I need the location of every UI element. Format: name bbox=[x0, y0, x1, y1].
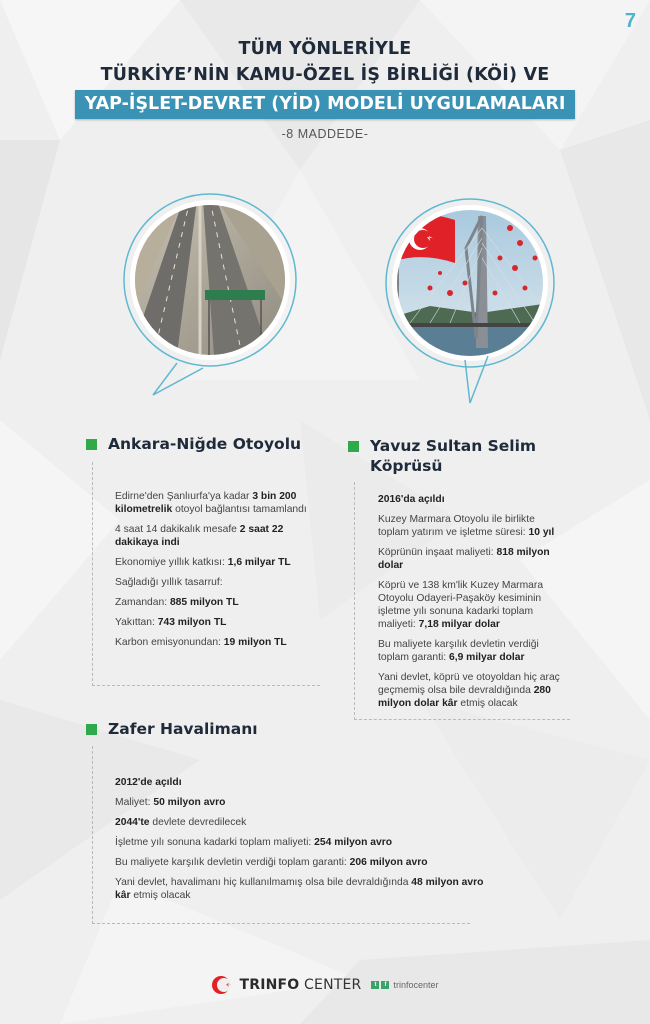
item-text: İşletme yılı sonuna kadarki toplam maliyeti: bbox=[115, 837, 315, 848]
list-item bbox=[115, 490, 315, 516]
highlight-value: 48 milyon avro kâr bbox=[115, 877, 484, 901]
twitter-icon[interactable]: t bbox=[371, 981, 379, 989]
list-item bbox=[115, 576, 315, 589]
highlight-value: 2016'da açıldı bbox=[378, 494, 445, 505]
list-item bbox=[378, 493, 568, 506]
section-bullet bbox=[86, 724, 97, 735]
item-text: Köprünün inşaat maliyeti: bbox=[378, 547, 497, 558]
item-text: etmiş olacak bbox=[130, 890, 191, 901]
highlight-value: 818 milyon dolar bbox=[378, 547, 550, 571]
page-number: 7 bbox=[624, 10, 636, 32]
item-text: Ekonomiye yıllık katkısı: bbox=[115, 557, 228, 568]
footer bbox=[0, 974, 650, 996]
list-item bbox=[378, 638, 568, 664]
title-highlight: YAP-İŞLET-DEVRET (YİD) MODELİ UYGULAMALARI bbox=[75, 90, 576, 119]
section-title-ankara: Ankara-Niğde Otoyolu bbox=[108, 435, 302, 453]
list-item bbox=[115, 616, 315, 629]
subtitle: -8 MADDEDE- bbox=[281, 127, 369, 141]
highlight-value: 885 milyon TL bbox=[169, 597, 239, 608]
section-header-ankara bbox=[86, 434, 301, 454]
list-item bbox=[115, 836, 485, 849]
item-text: Kuzey Marmara Otoyolu ile birlikte toplam yatırım ve işletme süresi: bbox=[378, 514, 535, 538]
highlight-value: 206 milyon avro bbox=[349, 857, 428, 868]
section-bullet bbox=[86, 439, 97, 450]
list-item bbox=[378, 513, 568, 539]
item-text: Bu maliyete karşılık devletin verdiği toplam garanti: bbox=[378, 639, 539, 663]
highlight-value: 10 yıl bbox=[528, 527, 555, 538]
highlight-value: 254 milyon avro bbox=[314, 837, 392, 848]
highlight-value: 743 milyon TL bbox=[157, 617, 227, 628]
item-text: Yani devlet, havalimanı hiç kullanılmamış olsa bile devraldığında bbox=[115, 877, 412, 888]
list-item bbox=[115, 856, 485, 869]
list-item bbox=[115, 776, 485, 789]
bridge-photo bbox=[370, 188, 570, 418]
highlight-value: 2012'de açıldı bbox=[115, 777, 182, 788]
section-header-yavuz bbox=[348, 436, 540, 476]
list-item bbox=[115, 796, 485, 809]
highlight-value: 280 milyon dolar kâr bbox=[378, 685, 551, 709]
highlight-value: 50 milyon avro bbox=[153, 797, 226, 808]
list-item bbox=[378, 579, 568, 631]
item-text: Karbon emisyonundan: bbox=[115, 637, 224, 648]
highlight-value: 1,6 milyar TL bbox=[227, 557, 291, 568]
list-item bbox=[378, 671, 568, 710]
highlight-value: 7,18 milyar dolar bbox=[418, 619, 500, 630]
list-item bbox=[115, 636, 315, 649]
section-title-zafer: Zafer Havalimanı bbox=[108, 720, 258, 738]
facebook-icon[interactable]: f bbox=[381, 981, 389, 989]
highlight-value: 6,9 milyar dolar bbox=[448, 652, 525, 663]
item-text: Bu maliyete karşılık devletin verdiği toplam garanti: bbox=[115, 857, 350, 868]
title-line-2: TÜRKİYE’NİN KAMU-ÖZEL İŞ BİRLİĞİ (KÖİ) VE bbox=[100, 65, 550, 85]
title-line-1: TÜM YÖNLERİYLE bbox=[238, 39, 412, 59]
item-text: devlete devredilecek bbox=[149, 817, 247, 828]
item-text: Yani devlet, köprü ve otoyoldan hiç araç geçmemiş olsa bile devraldığında bbox=[378, 672, 560, 696]
list-zafer bbox=[115, 776, 485, 909]
list-item bbox=[115, 596, 315, 609]
highlight-value: 2044'te bbox=[115, 817, 150, 828]
social-handle: trinfocenter bbox=[393, 980, 439, 990]
section-bullet bbox=[348, 441, 359, 452]
social-links bbox=[371, 980, 438, 990]
list-item bbox=[115, 556, 315, 569]
brand-name: TRINFO CENTER bbox=[239, 977, 362, 993]
item-text: otoyol bağlantısı tamamlandı bbox=[172, 504, 307, 515]
highlight-value: 3 bin 200 kilometrelik bbox=[115, 491, 297, 515]
item-text: Köprü ve 138 km'lik Kuzey Marmara Otoyolu Odayeri-Paşaköy kesiminin işletme yılı sonuna kadarki toplam maliyeti: bbox=[378, 580, 544, 630]
title-block bbox=[0, 36, 650, 141]
list-item bbox=[115, 816, 485, 829]
list-item bbox=[115, 876, 485, 902]
list-item bbox=[378, 546, 568, 572]
item-text: Yakıttan: bbox=[115, 617, 158, 628]
list-item bbox=[115, 523, 315, 549]
item-text: 4 saat 14 dakikalık mesafe bbox=[115, 524, 240, 535]
highlight-value: 2 saat 22 dakikaya indi bbox=[115, 524, 284, 548]
highway-photo bbox=[105, 180, 305, 410]
item-text: Edirne'den Şanlıurfa'ya kadar bbox=[115, 491, 253, 502]
item-text: Zamandan: bbox=[115, 597, 170, 608]
section-title-yavuz: Yavuz Sultan Selim Köprüsü bbox=[370, 437, 537, 475]
section-header-zafer bbox=[86, 719, 258, 739]
list-yavuz bbox=[378, 493, 568, 717]
item-text: Maliyet: bbox=[115, 797, 154, 808]
highlight-value: 19 milyon TL bbox=[223, 637, 287, 648]
list-ankara bbox=[115, 490, 315, 656]
item-text: etmiş olacak bbox=[457, 698, 518, 709]
item-text: Sağladığı yıllık tasarruf: bbox=[115, 577, 223, 588]
crescent-star-icon bbox=[211, 974, 235, 996]
